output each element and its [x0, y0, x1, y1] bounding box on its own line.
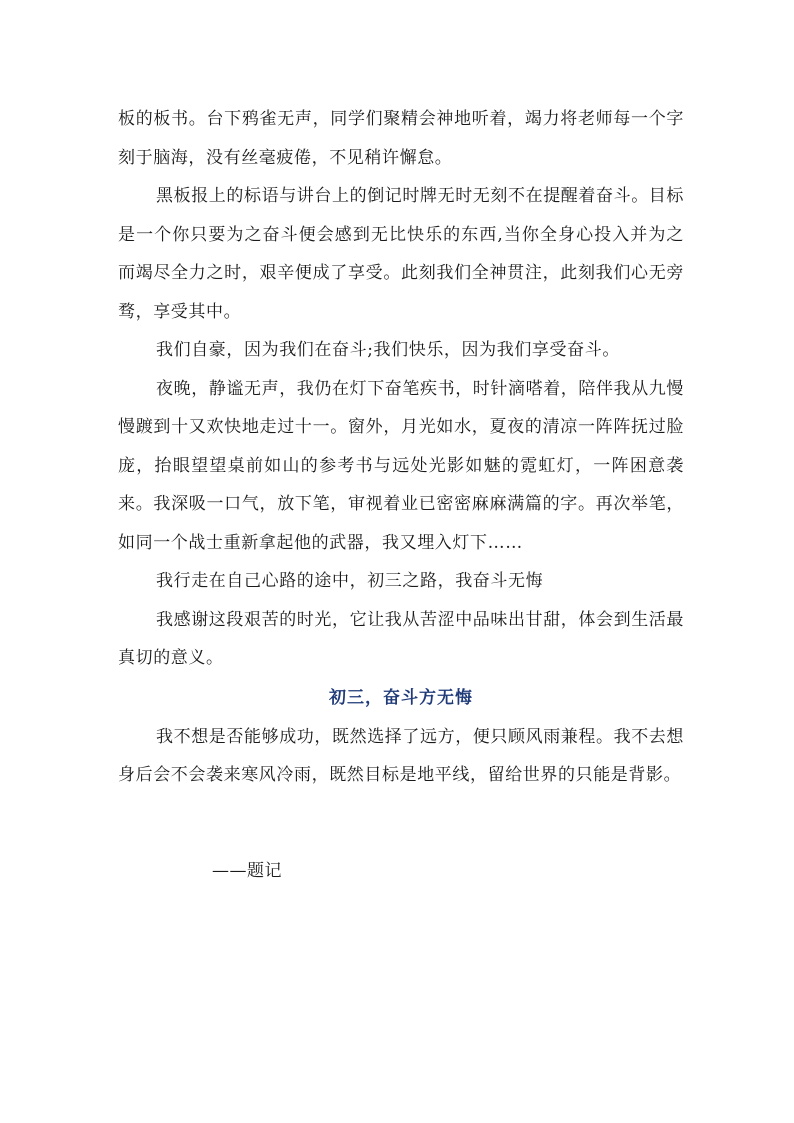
paragraph: 夜晚，静谧无声，我仍在灯下奋笔疾书，时针滴嗒着，陪伴我从九慢慢踱到十又欢快地走过十一。窗外，月光如水，夏夜的清凉一阵阵抚过脸庞，抬眼望望桌前如山的参考书与远处光影如魅的霓虹灯，一阵困意袭来。我深吸一口气，放下笔，审视着业已密密麻麻满篇的字。再次举笔，如同一个战士重新拿起他的武器，我又埋入灯下…… [118, 378, 684, 553]
paragraph: 我行走在自己心路的途中，初三之路，我奋斗无悔 [156, 571, 544, 591]
spacer [118, 795, 684, 851]
inscription: ——题记 [212, 860, 282, 881]
essay-title: 初三，奋斗方无悔 [329, 687, 473, 708]
paragraph: 黑板报上的标语与讲台上的倒记时牌无时无刻不在提醒着奋斗。目标是一个你只要为之奋斗便会感到无比快乐的东西,当你全身心投入并为之而竭尽全力之时，艰辛便成了享受。此刻我们全神贯注，此刻我们心无旁骛，享受其中。 [118, 186, 684, 322]
paragraph: 我感谢这段艰苦的时光，它让我从苦涩中品味出甘甜，体会到生活最真切的意义。 [118, 609, 684, 668]
paragraph: 板的板书。台下鸦雀无声，同学们聚精会神地听着，竭力将老师每一个字刻于脑海，没有丝毫疲倦，不见稍许懈怠。 [118, 109, 684, 168]
paragraph: 我不想是否能够成功，既然选择了远方，便只顾风雨兼程。我不去想身后会不会袭来寒风冷雨，既然目标是地平线，留给世界的只能是背影。 [118, 726, 684, 785]
document-page [118, 100, 684, 891]
paragraph: 我们自豪，因为我们在奋斗;我们快乐，因为我们享受奋斗。 [156, 340, 620, 360]
